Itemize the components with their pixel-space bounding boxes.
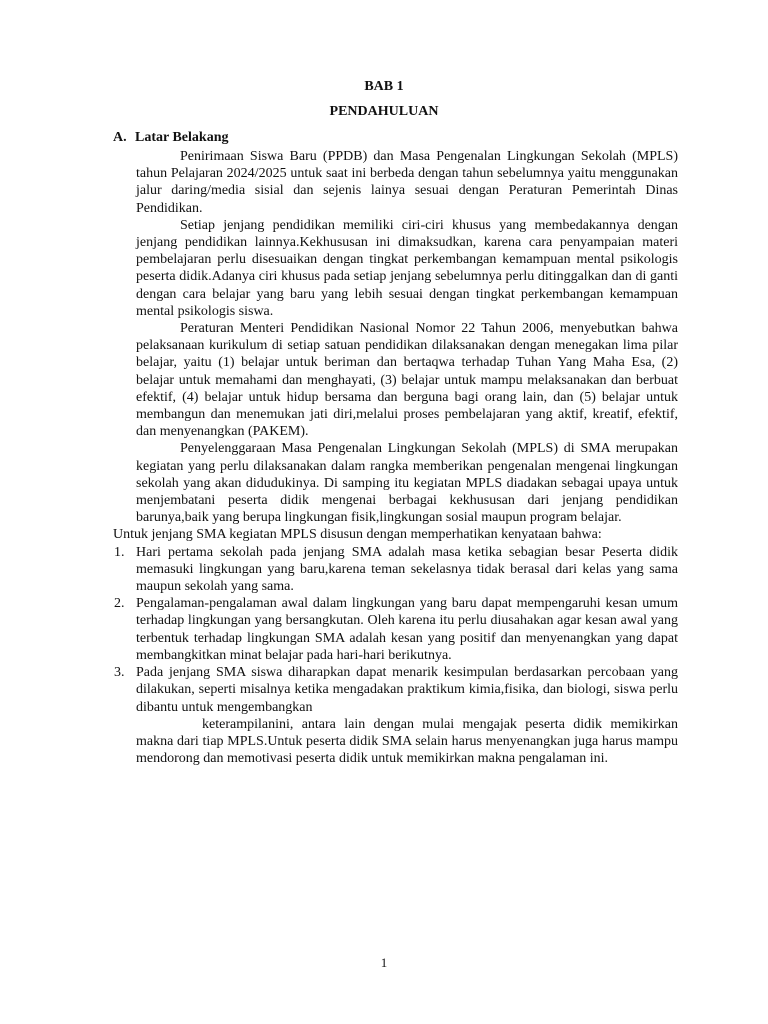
list-item	[114, 595, 678, 664]
list-item-text: Pada jenjang SMA siswa diharapkan dapat menarik kesimpulan berdasarkan percobaan yang dilakukan, seperti misalnya ketika mengadakan praktikum kimia,fisika, dan biologi, siswa perlu dibantu untuk mengembangkan	[136, 665, 678, 715]
page-number: 1	[380, 955, 388, 970]
section-letter: A.	[113, 130, 127, 145]
chapter-number: BAB 1	[364, 79, 404, 94]
paragraph: Peraturan Menteri Pendidikan Nasional Nomor 22 Tahun 2006, menyebutkan bahwa pelaksanaan kurikulum di setiap satuan pendidikan dilaksanakan dengan menegakan lima pilar belajar, yaitu (1) belajar untuk beriman dan bertaqwa terhadap Tuhan Yang Maha Esa, (2) belajar untuk memahami dan menghayati, (3) belajar untuk mampu melaksanakan dan berbuat efektif, (4) belajar untuk hidup bersama dan berguna bagi orang lain, dan (5) belajar untuk membangun dan menemukan jati diri,melalui proses pembelajaran yang aktif, kreatif, efektif, dan menyenangkan (PAKEM).	[136, 321, 678, 440]
section-heading	[113, 130, 228, 146]
list-item-number: 3.	[114, 665, 125, 681]
section-title: Latar Belakang	[135, 130, 229, 145]
chapter-title: PENDAHULUAN	[329, 104, 439, 119]
numbered-list	[114, 544, 678, 716]
list-item-text: Pengalaman-pengalaman awal dalam lingkungan yang baru dapat mempengaruhi kesan umum terhadap lingkungan yang bersangkutan. Oleh karena itu perlu diusahakan agar kesan awal yang terbentuk terhadap lingkungan SMA adalah kesan yang positif dan menyenangkan yang dapat membangkitkan minat belajar pada hari-hari berikutnya.	[136, 596, 678, 663]
list-item	[114, 664, 678, 716]
continuation-text: keterampilanini, antara lain dengan mulai mengajak peserta didik memikirkan makna dari tiap MPLS.Untuk peserta didik SMA selain harus menyenangkan juga harus mampu mendorong dan memotivasi peserta didik untuk memikirkan makna pengalaman ini.	[136, 716, 678, 767]
continuation-paragraph	[136, 716, 678, 768]
list-item-number: 2.	[114, 596, 125, 612]
intro-line: Untuk jenjang SMA kegiatan MPLS disusun dengan memperhatikan kenyataan bahwa:	[113, 527, 602, 543]
body-text	[113, 148, 678, 767]
list-item-number: 1.	[114, 544, 125, 560]
list-item	[114, 544, 678, 596]
paragraph: Penyelenggaraan Masa Pengenalan Lingkungan Sekolah (MPLS) di SMA merupakan kegiatan yang perlu dilaksanakan dalam rangka memberikan pengenalan mengenai lingkungan sekolah yang akan didudukinya. Di samping itu kegiatan MPLS diadakan sebagai upaya untuk menjembatani peserta didik mengenai berbagai kekhususan dari jenjang pendidikan barunya,baik yang berupa lingkungan fisik,lingkungan sosial maupun program belajar.	[136, 441, 678, 526]
paragraph: Setiap jenjang pendidikan memiliki ciri-ciri khusus yang membedakannya dengan jenjang pendidikan lainnya.Kekhususan ini dimaksudkan, karena cara penyampaian materi pembelajaran perlu disesuaikan dengan tingkat perkembangan kemampuan mental psikologis peserta didik.Adanya ciri khusus pada setiap jenjang sebelumnya perlu ditinggalkan dan di ganti dengan cara belajar yang baru yang lebih sesuai dengan tingkat perkembangan kemampuan mental psikologis siswa.	[136, 217, 678, 319]
paragraph: Penirimaan Siswa Baru (PPDB) dan Masa Pengenalan Lingkungan Sekolah (MPLS) tahun Pelajaran 2024/2025 untuk saat ini berbeda dengan tahun sebelumnya yaitu menggunakan jalur daring/media sisial dan sejenis lainya sesuai dengan Peraturan Pemerintah Dinas Pendidikan.	[136, 149, 678, 216]
list-item-text: Hari pertama sekolah pada jenjang SMA adalah masa ketika sebagian besar Peserta didik memasuki lingkungan yang baru,karena teman sekelasnya tidak berasal dari kelas yang sama maupun sekolah yang sama.	[136, 544, 678, 595]
